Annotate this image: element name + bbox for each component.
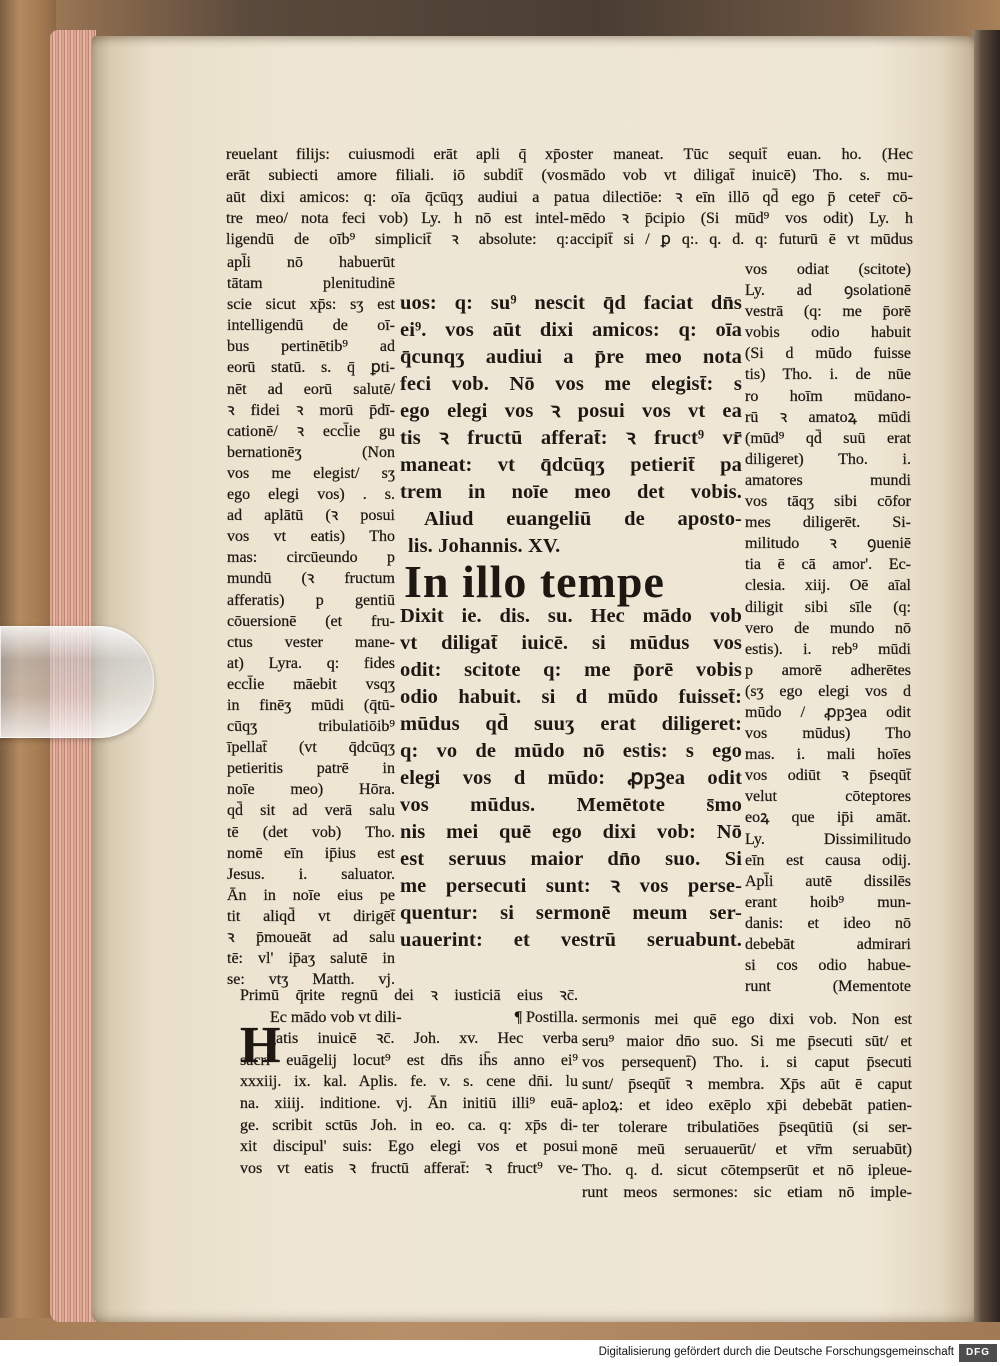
text-line: ctus vester mane- — [227, 633, 395, 651]
text-line: lis. Johannis. XV. — [408, 535, 561, 557]
text-line: Dixit ie. dis. su. Hec mādo vob — [400, 605, 742, 627]
text-line: p amorē adherētes — [745, 661, 911, 679]
text-line: nēt ad eorū salutē/ — [227, 380, 395, 398]
text-line: mūdo / ꝓpꝫea odit — [745, 703, 911, 721]
text-line: mas: circūeundo p — [227, 549, 395, 567]
text-line: runt meos sermones: sic etiam nō imple- — [582, 1183, 912, 1201]
text-line: mādo vob vt diligat̄ inuicē) Tho. s. mu- — [570, 167, 913, 185]
text-line: seru⁹ maior dn̄o suo. Si me p̄secuti sūt/ et — [582, 1032, 912, 1050]
text-line: intelligendū de oī- — [227, 317, 395, 335]
incipit: In illo tempe — [404, 556, 665, 607]
text-line: tē: vl' ip̄aʒ salutē in — [227, 950, 395, 968]
text-line: est seruus maior dn̄o suo. Si — [400, 848, 742, 870]
text-line: ego elegi vos) . s. — [227, 486, 395, 504]
text-line: mundū (ꝛ fructum — [227, 570, 395, 588]
text-line: nis mei quē ego dixi vob: Nō — [400, 821, 742, 843]
text-line: (mūd⁹ qd̄ suū erat — [745, 429, 911, 447]
text-line: clesia. xiij. Oē aīal — [745, 577, 911, 595]
text-line: afferatis) p gentiū — [227, 591, 395, 609]
main-text-upper — [400, 290, 742, 506]
text-line: vos vt eatis) Tho — [227, 528, 395, 546]
text-line: vestrā (q: me p̄orē — [745, 303, 911, 321]
text-line: aploꝝ: et ideo exēplo xp̄i debebāt patien- — [582, 1097, 912, 1115]
text-line: tit aliqd̄ vt dirigēt̄ — [227, 907, 395, 925]
text-line: vero de mundo nō — [745, 619, 911, 637]
text-line: q̄cunqʒ audiui a p̄re meo nota — [400, 346, 742, 368]
text-line: mūdus qd̄ suuʒ erat diligeret: — [400, 713, 742, 735]
decorated-initial: H — [240, 1016, 281, 1074]
text-line: elegi vos d mūdo: ꝓpꝫea odit — [400, 767, 742, 789]
text-line: (sʒ ego elegi vos d — [745, 682, 911, 700]
text-line: reuelant filijs: cuiusmodi erāt apli q̄ xp̄o — [226, 146, 569, 163]
text-line: feci vob. Nō vos me elegist̄: s — [400, 373, 742, 395]
text-line: Ly. Dissimilitudo — [745, 830, 911, 848]
text-line: ter tolerare tribulatiōes p̄seqūtiū (si ser- — [582, 1118, 912, 1136]
text-line: noīe meo) Hōra. — [227, 781, 395, 799]
gloss-right-column — [745, 259, 911, 997]
text-line: tātam plenitudinē — [227, 275, 395, 293]
text-line: runt (Mementote — [745, 978, 911, 996]
text-line: vos mūdus. Memētote s̄mo — [400, 794, 742, 816]
text-line: ligendū de oīb⁹ simplicit̄ ꝛ absolute: q: — [226, 231, 569, 249]
text-line: sunt/ p̄seqūt̄ ꝛ membra. Xp̄s aūt ē caput — [582, 1075, 912, 1093]
text-line: ad aplātū (ꝛ posui — [227, 507, 395, 525]
text-line: na. xiiij. inditione. vj. Ān initiū illi⁹ euā- — [240, 1094, 578, 1112]
text-line: sermonis mei quē ego dixi vob. Non est — [582, 1011, 912, 1028]
text-line: vobis odio habuit — [745, 324, 911, 342]
dfg-logo: DFG — [959, 1344, 997, 1362]
text-line: Jesus. i. saluator. — [227, 865, 395, 883]
text-line: vos me elegist/ sʒ — [227, 464, 395, 482]
text-line: īpellat̄ (vt q̄dcūqʒ — [227, 739, 395, 757]
text-line: gatis inuicē ꝛc̄. Joh. xv. Hec verba — [268, 1030, 578, 1048]
text-line: amatores mundi — [745, 471, 911, 489]
text-line: tē (det vob) Tho. — [227, 823, 395, 841]
text-line: xit discipul' suis: Ego elegi vos et posui — [240, 1138, 578, 1156]
text-line: Aliud euangeliū de aposto- — [424, 508, 742, 530]
text-line: mēdo ꝛ p̄cipio (Si mūd⁹ vos odit) Ly. h — [570, 209, 913, 227]
text-line: vos odiūt ꝛ p̄seqūt̄ — [745, 767, 911, 785]
text-line: at) Lyra. q: fides — [227, 654, 395, 672]
text-line: vos mūdus) Tho — [745, 725, 911, 743]
text-line: quentur: si sermonē meum ser- — [400, 902, 742, 924]
text-line: Primū q̄rite regnū dei ꝛ iusticiā eius ꝛc̄. — [240, 987, 578, 1004]
text-line: mes diligerēt. Si- — [745, 514, 911, 532]
text-line: (Si d mūdo fuisse — [745, 345, 911, 363]
main-text-column — [400, 290, 742, 954]
text-line: odit: scitote q: me p̄orē vobis — [400, 659, 742, 681]
text-line: Ān in noīe eius pe — [227, 886, 395, 904]
main-text-lower — [400, 603, 742, 954]
text-line: vos odiat (scitote) — [745, 261, 911, 278]
text-line: si cos odio habue- — [745, 957, 911, 975]
rubric-heading — [400, 506, 742, 560]
text-line: cationē/ ꝛ eccl̄ie gu — [227, 422, 395, 440]
text-line: tua dilectiōe: ꝛ eīn illō qd̄ ego p̄ ceter̄ cō- — [570, 188, 913, 206]
text-line: diligit sibi sīle (q: — [745, 598, 911, 616]
text-line: danis: et ideo nō — [745, 914, 911, 932]
text-line: debebāt admirari — [745, 936, 911, 953]
text-line: Ec mādo vob vt dili- — [270, 1008, 402, 1026]
text-line: maneat: vt q̄dcūqʒ petierit̄ pa — [400, 454, 742, 476]
text-line: estis). i. reb⁹ mūdi — [745, 640, 911, 658]
text-line: erant hoib⁹ mun- — [745, 893, 911, 911]
text-line: ego elegi vos ꝛ posui vos vt ea — [400, 400, 742, 422]
text-line: eīn est causa odij. — [745, 851, 911, 869]
text-line: diligeret) Tho. i. — [745, 450, 911, 468]
gloss-left-column — [227, 252, 395, 990]
text-line: bernationēʒ (Non — [227, 443, 395, 461]
text-line: monē meū seruauerūt/ et vr̄m seruabūt) — [582, 1140, 912, 1158]
text-line: ster maneat. Tūc sequit̄ euan. ho. (Hec — [570, 146, 913, 163]
text-line: velut cōteptores — [745, 788, 911, 806]
text-line: aūt dixi amicos: q: oīa q̄cūqʒ audiui a pa — [226, 188, 569, 206]
gutter-edge — [972, 30, 1000, 1322]
text-line: tre meo/ nota feci vob) Ly. h nō est intel- — [226, 209, 569, 227]
text-line: eoꝝ que ip̄i amāt. — [745, 809, 911, 827]
text-line: Ly. ad ꝯsolationē — [745, 282, 911, 300]
text-line: ꝛ p̄moueāt ad salu — [227, 929, 395, 946]
text-line: sacri euāgelij locut⁹ est dn̄s ih̄s anno ei⁹ — [240, 1051, 578, 1069]
text-line: eccl̄ie māebit vsqʒ — [227, 675, 395, 693]
text-line: vt diligat̄ iuicē. si mūdus vos — [400, 632, 742, 654]
text-line: cūqʒ tribulatiōib⁹ — [227, 718, 395, 736]
gloss-top-left — [226, 144, 569, 250]
text-line: mas. i. mali hoīes — [745, 746, 911, 764]
footer-bar — [0, 1340, 1000, 1366]
text-line: me persecuti sunt: ꝛ vos perse- — [400, 875, 742, 897]
plastic-page-holder — [0, 626, 154, 738]
text-line: uos: q: su⁹ nescit q̄d faciat dn̄s — [400, 292, 742, 314]
text-line: accipit̄ si / ꝑ q:. q. d. q: futurū ē vt mūdus — [570, 231, 913, 249]
text-line: apl̄i nō habuerūt — [227, 254, 395, 271]
text-line: rū ꝛ amatoꝝ mūdi — [745, 408, 911, 426]
text-line: vos persequent̄) Tho. i. si caput p̄secuti — [582, 1054, 912, 1072]
text-line: in finēʒ mūdi (q̄tū- — [227, 696, 395, 714]
text-line: trem in noīe meo det vobis. — [400, 481, 742, 503]
text-line: ge. scribit sctūs Joh. in eo. ca. q: xp̄s di- — [240, 1116, 578, 1134]
text-line: bus pertinētib⁹ ad — [227, 338, 395, 356]
gloss-bottom-left-rest — [240, 1050, 578, 1180]
text-line: tis ꝛ fructū afferat̄: ꝛ fruct⁹ vr̄ — [400, 427, 742, 449]
text-line: vos tāqʒ sibi cōfor — [745, 493, 911, 511]
footer-credit: Digitalisierung gefördert durch die Deutsche Forschungsgemeinschaft — [598, 1346, 954, 1358]
text-line: militudo ꝛ ꝯueniē — [745, 535, 911, 553]
text-line: ꝛ fidei ꝛ morū p̄dī- — [227, 401, 395, 419]
text-line: ei⁹. vos aūt dixi amicos: q: oīa — [400, 319, 742, 341]
text-line: erāt subiecti amore filiali. iō subdit̄ (vos — [226, 167, 569, 185]
text-line: uauerint: et vestrū seruabunt. — [400, 929, 742, 951]
text-line: tia ē cā amor'. Ec- — [745, 556, 911, 574]
text-line: ro hoīm mūdano- — [745, 387, 911, 405]
text-line: eorū statū. s. q̄ ꝑti- — [227, 359, 395, 377]
text-line: cōuersionē (et fru- — [227, 612, 395, 630]
gloss-top-right — [570, 144, 913, 250]
text-line: Apl̄i autē dissilēs — [745, 872, 911, 890]
gloss-bottom-left — [240, 985, 578, 1179]
text-line: q: vo de mūdo nō estis: s ego — [400, 740, 742, 762]
text-line: Tho. q. d. sicut cōtempserūt et nō ipleue- — [582, 1162, 912, 1180]
postilla-label: ¶ Postilla. — [514, 1008, 578, 1026]
gloss-bottom-right — [582, 1009, 912, 1203]
text-line: vos vt eatis ꝛ fructū afferat̄: ꝛ fruct⁹ ve- — [240, 1159, 578, 1177]
text-line: odio habuit. si d mūdo fuisset̄: — [400, 686, 742, 708]
text-line: qd̄ sit ad verā salu — [227, 802, 395, 820]
text-line: petieritis patrē in — [227, 760, 395, 778]
text-line: scie sicut xp̄s: sʒ est — [227, 296, 395, 314]
text-line: nomē eīn ip̄ius est — [227, 844, 395, 862]
text-line: xxxiij. ix. kal. Aplis. fe. v. s. cene dn̄i. lu — [240, 1073, 578, 1091]
text-line: se: vtʒ Matth. vj. — [227, 971, 395, 989]
text-line: tis) Tho. i. de nūe — [745, 366, 911, 384]
